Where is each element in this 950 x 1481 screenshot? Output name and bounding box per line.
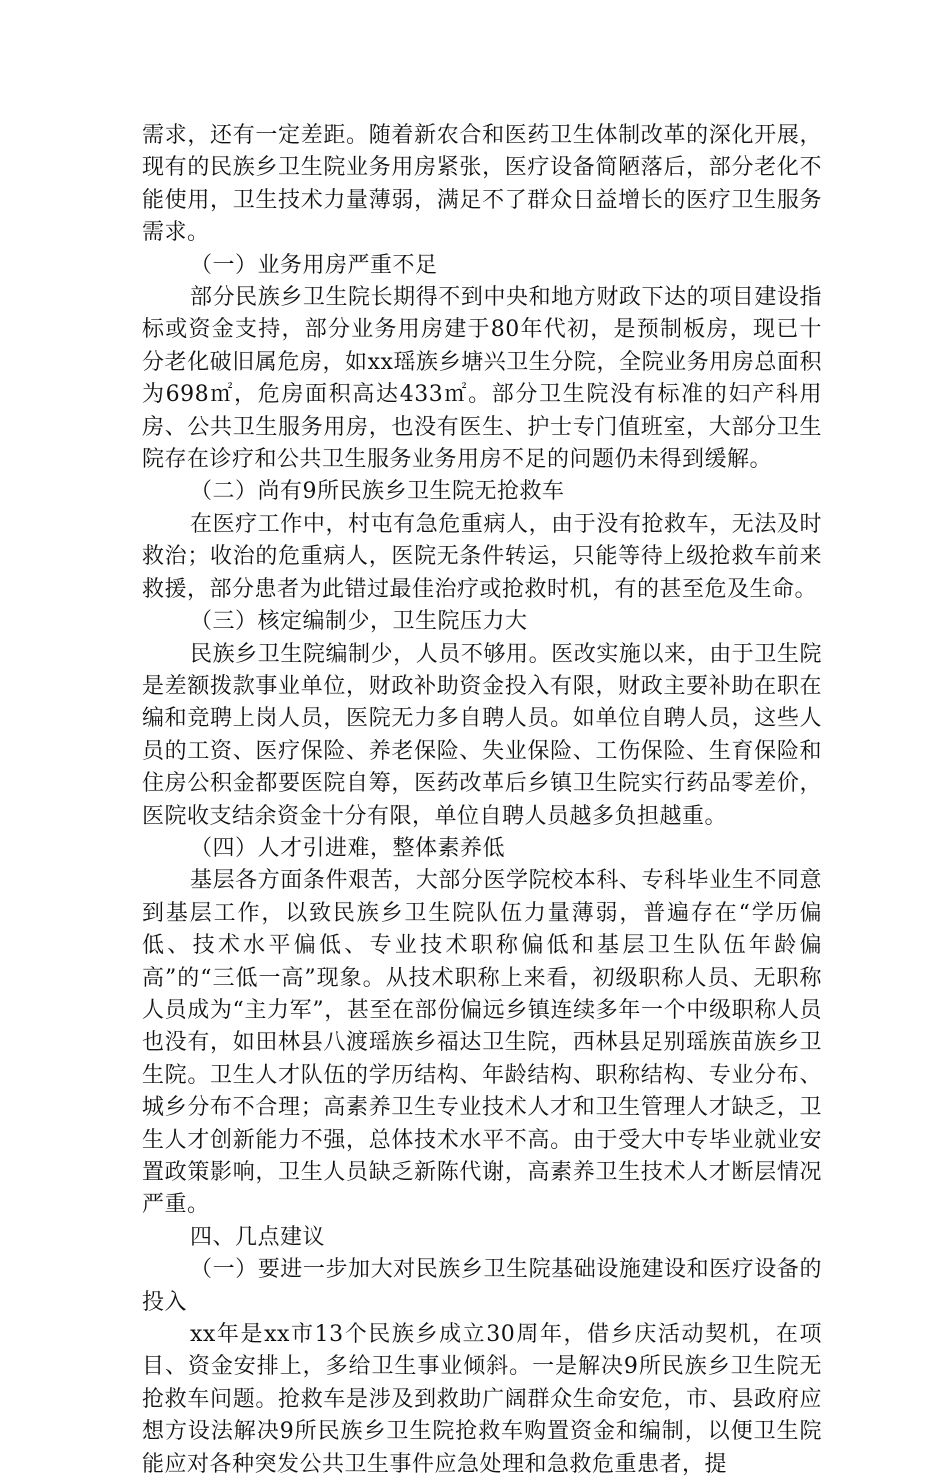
paragraph-ambulance: 在医疗工作中，村屯有急危重病人，由于没有抢救车，无法及时救治；收治的危重病人，医院无条件转运，只能等待上级抢救车前来救援，部分患者为此错过最佳治疗或抢救时机，有的甚至危及生命。	[142, 511, 822, 602]
paragraph-housing: 部分民族乡卫生院长期得不到中央和地方财政下达的项目建设指标或资金支持，部分业务用房建于80年代初，是预制板房，现已十分老化破旧属危房，如xx瑶族乡塘兴卫生分院，全院业务用房总面积为698㎡，危房面积高达433㎡。部分卫生院没有标准的妇产科用房、公共卫生服务用房，也没有医生、护士专门值班室，大部分卫生院存在诊疗和公共卫生服务业务用房不足的问题仍未得到缓解。	[142, 285, 822, 473]
section-heading-3: （三）核定编制少，卫生院压力大	[190, 609, 528, 635]
section-heading-4: （四）人才引进难，整体素养低	[190, 835, 506, 861]
paragraph-talent: 基层各方面条件艰苦，大部分医学院校本科、专科毕业生不同意到基层工作，以致民族乡卫生院队伍力量薄弱，普遍存在“学历偏低、技术水平偏低、专业技术职称偏低和基层卫生队伍年龄偏高”的“三低一高”现象。从技术职称上来看，初级职称人员、无职称人员成为“主力军”，甚至在部份偏远乡镇连续多年一个中级职称人员也没有，如田林县八渡瑶族乡福达卫生院，西林县足别瑶族苗族乡卫生院。卫生人才队伍的学历结构、年龄结构、职称结构、专业分布、城乡分布不合理；高素养卫生专业技术人才和卫生管理人才缺乏，卫生人才创新能力不强，总体技术水平不高。由于受大中专毕业就业安置政策影响，卫生人员缺乏新陈代谢，高素养卫生技术人才断层情况严重。	[142, 868, 822, 1218]
section-heading-1: （一）业务用房严重不足	[190, 252, 438, 278]
paragraph-staffing: 民族乡卫生院编制少，人员不够用。医改实施以来，由于卫生院是差额拨款事业单位，财政补助资金投入有限，财政主要补助在职在编和竞聘上岗人员，医院无力多自聘人员。如单位自聘人员，这些人员的工资、医疗保险、养老保险、失业保险、工伤保险、生育保险和住房公积金都要医院自筹，医药改革后乡镇卫生院实行药品零差价，医院收支结余资金十分有限，单位自聘人员越多负担越重。	[142, 641, 822, 829]
paragraph-suggestion-1: xx年是xx市13个民族乡成立30周年，借乡庆活动契机，在项目、资金安排上，多给卫生事业倾斜。一是解决9所民族乡卫生院无抢救车问题。抢救车是涉及到救助广阔群众生命安危，市、县政府应想方设法解决9所民族乡卫生院抢救车购置资金和编制，以便卫生院能应对各种突发公共卫生事件应急处理和急救危重患者，提	[142, 1322, 822, 1477]
suggestion-heading-1: （一）要进一步加大对民族乡卫生院基础设施建设和医疗设备的投入	[142, 1257, 822, 1315]
paragraph-intro-continued: 需求，还有一定差距。随着新农合和医药卫生体制改革的深化开展，现有的民族乡卫生院业务用房紧张，医疗设备简陋落后，部分老化不能使用，卫生技术力量薄弱，满足不了群众日益增长的医疗卫生服务需求。	[142, 123, 822, 246]
chapter-heading-suggestions: 四、几点建议	[190, 1224, 326, 1250]
document-body	[142, 120, 822, 1481]
section-heading-2: （二）尚有9所民族乡卫生院无抢救车	[190, 479, 565, 505]
